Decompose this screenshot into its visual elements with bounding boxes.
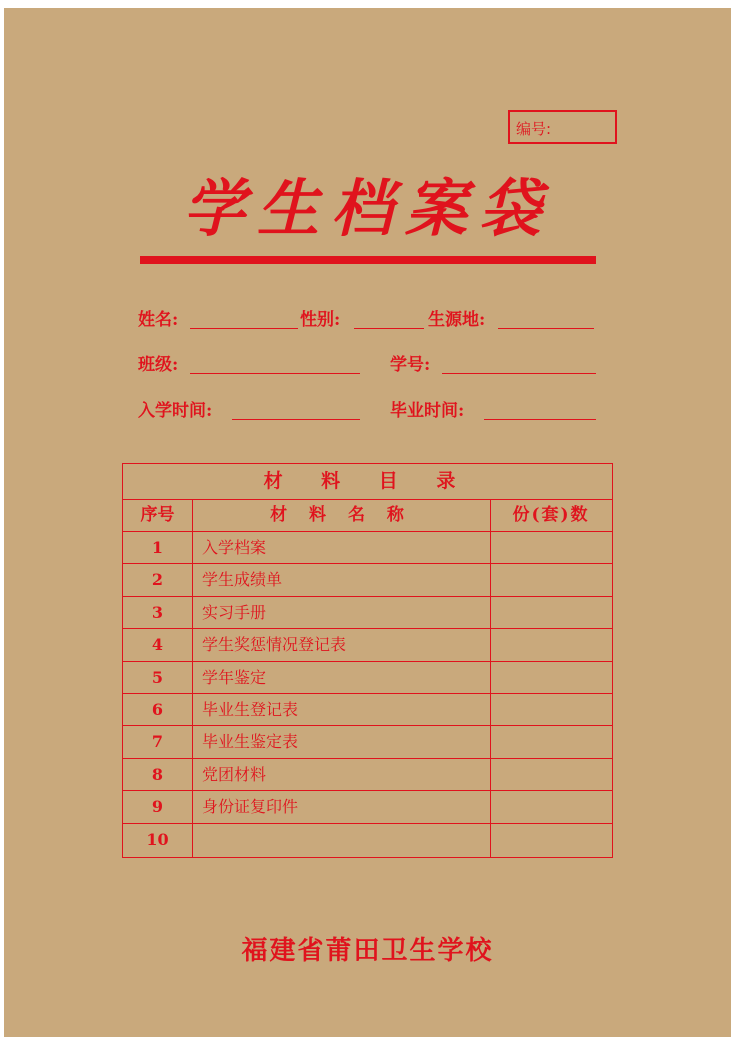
class-label: 班级: bbox=[138, 355, 179, 375]
grad-time-field[interactable] bbox=[484, 419, 596, 420]
enroll-time-field[interactable] bbox=[232, 419, 360, 420]
material-name: 实习手册 bbox=[202, 602, 267, 622]
gender-field[interactable] bbox=[354, 328, 424, 329]
count-cell[interactable] bbox=[491, 629, 612, 661]
count-cell[interactable] bbox=[491, 662, 612, 694]
title-underline bbox=[140, 256, 596, 264]
row-number: 8 bbox=[151, 764, 164, 784]
field-row-3 bbox=[138, 399, 598, 423]
serial-number-label: 编号: bbox=[516, 120, 552, 138]
page-title: 学生档案袋 bbox=[182, 172, 553, 245]
table-title: 材 料 目 录 bbox=[263, 470, 472, 492]
count-cell[interactable] bbox=[491, 726, 612, 758]
material-name: 入学档案 bbox=[202, 538, 267, 557]
class-field[interactable] bbox=[190, 373, 360, 374]
material-name: 党团材料 bbox=[202, 764, 267, 784]
gender-label: 性别: bbox=[300, 310, 341, 330]
header-name: 材 料 名 称 bbox=[270, 505, 412, 525]
grad-time-label: 毕业时间: bbox=[390, 401, 465, 421]
row-number: 10 bbox=[146, 829, 169, 849]
origin-label: 生源地: bbox=[428, 310, 486, 330]
row-number: 9 bbox=[151, 797, 164, 817]
row-number: 1 bbox=[151, 538, 164, 557]
count-cell[interactable] bbox=[491, 597, 612, 629]
material-name: 学生奖惩情况登记表 bbox=[202, 635, 347, 655]
count-cell[interactable] bbox=[491, 824, 612, 856]
material-name: 身份证复印件 bbox=[202, 797, 299, 817]
row-number: 4 bbox=[151, 635, 164, 655]
material-name: 毕业生鉴定表 bbox=[202, 732, 299, 752]
row-number: 7 bbox=[151, 732, 164, 752]
row-number: 5 bbox=[151, 667, 164, 687]
student-id-field[interactable] bbox=[442, 373, 596, 374]
table-row bbox=[123, 661, 612, 693]
count-cell[interactable] bbox=[491, 564, 612, 596]
count-cell[interactable] bbox=[491, 694, 612, 726]
header-no: 序号 bbox=[140, 505, 175, 525]
row-number: 2 bbox=[151, 570, 164, 590]
table-row bbox=[123, 693, 612, 725]
origin-field[interactable] bbox=[498, 328, 594, 329]
table-row bbox=[123, 823, 612, 855]
count-cell[interactable] bbox=[491, 791, 612, 823]
material-name: 毕业生登记表 bbox=[202, 700, 299, 719]
table-row bbox=[123, 531, 612, 563]
table-row bbox=[123, 790, 612, 822]
table-row bbox=[123, 628, 612, 660]
row-number: 6 bbox=[151, 700, 164, 719]
table-row bbox=[123, 725, 612, 757]
field-row-1 bbox=[138, 308, 598, 332]
material-name: 学生成绩单 bbox=[202, 570, 283, 590]
name-label: 姓名: bbox=[138, 310, 179, 330]
count-cell[interactable] bbox=[491, 532, 612, 564]
table-row bbox=[123, 596, 612, 628]
name-field[interactable] bbox=[190, 328, 298, 329]
student-id-label: 学号: bbox=[390, 355, 431, 375]
serial-number-box[interactable] bbox=[508, 110, 617, 144]
table-row bbox=[123, 758, 612, 790]
table-row bbox=[123, 563, 612, 595]
enroll-time-label: 入学时间: bbox=[138, 401, 213, 421]
material-name: 学年鉴定 bbox=[202, 667, 267, 687]
count-cell[interactable] bbox=[491, 759, 612, 791]
row-number: 3 bbox=[151, 602, 164, 622]
materials-table bbox=[122, 463, 613, 858]
school-name: 福建省莆田卫生学校 bbox=[241, 936, 494, 966]
field-row-2 bbox=[138, 353, 598, 377]
header-count: 份(套)数 bbox=[512, 505, 590, 525]
